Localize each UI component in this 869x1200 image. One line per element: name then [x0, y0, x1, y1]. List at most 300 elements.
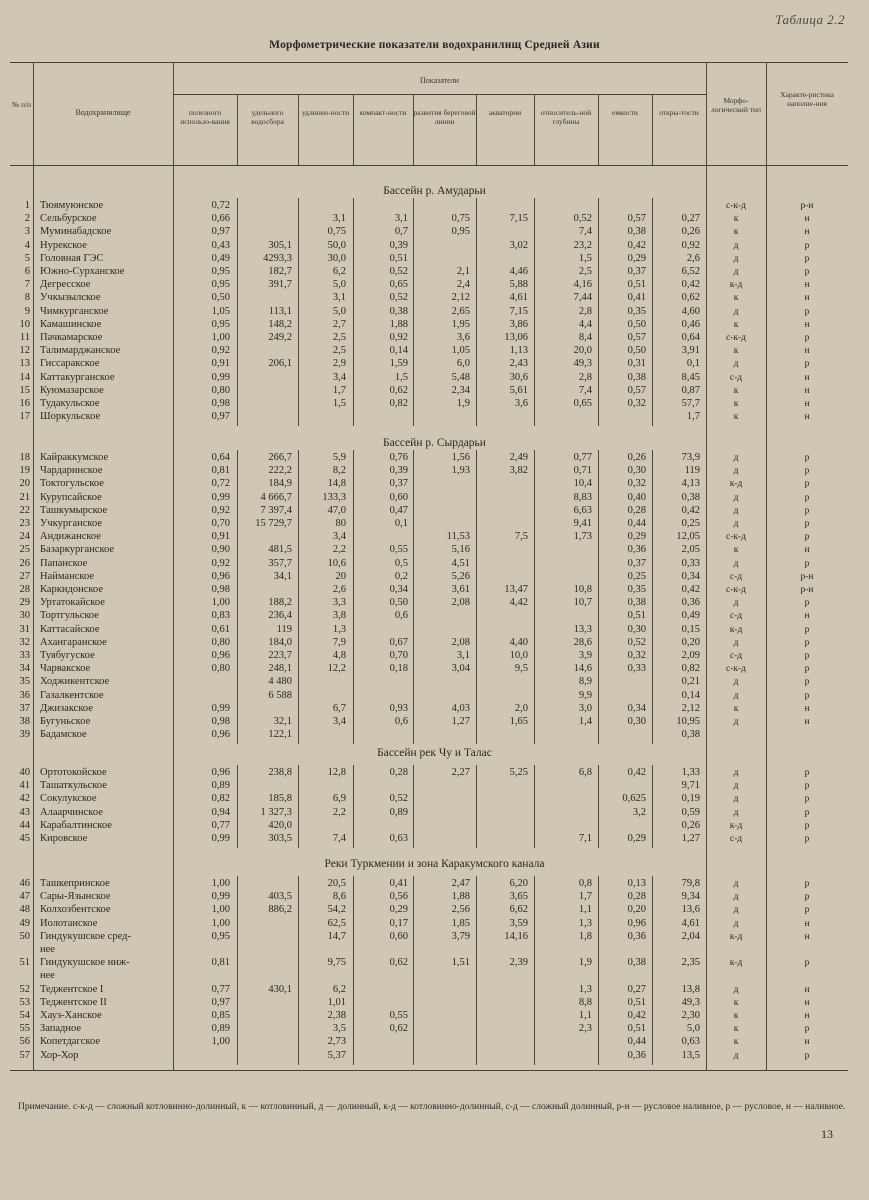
value-cell: 4 666,7	[260, 491, 292, 503]
morph-type: с-к-д	[726, 333, 746, 343]
section-title: Бассейн р. Амударьи	[383, 185, 486, 197]
value-cell: 2,5	[332, 332, 346, 343]
value-cell: 3,8	[332, 610, 346, 622]
fill-type: р	[804, 505, 810, 516]
table-row	[0, 637, 869, 650]
value-cell: 0,62	[681, 292, 700, 304]
value-cell: 0,62	[389, 384, 408, 396]
row-number: 6	[24, 266, 30, 277]
reservoir-name: Каттакурганское	[40, 371, 115, 383]
morph-type: к	[733, 1024, 739, 1035]
value-cell: 206,1	[268, 358, 292, 370]
reservoir-name: Камашинское	[40, 318, 102, 330]
value-cell: 0,31	[627, 358, 646, 370]
reservoir-name: нее	[40, 944, 55, 955]
value-cell: 0,8	[578, 878, 592, 889]
value-cell: 185,8	[268, 793, 292, 805]
value-cell: 0,25	[627, 570, 646, 582]
table-row	[0, 624, 869, 637]
reservoir-name: Найманское	[40, 570, 94, 582]
value-cell: 7,44	[573, 292, 592, 304]
value-cell: 0,18	[389, 663, 408, 675]
row-number: 45	[19, 833, 30, 844]
header-indicators: Показатели	[420, 76, 459, 85]
section-title: Реки Туркмении и зона Каракумского канала	[324, 858, 545, 870]
value-cell: 0,63	[681, 1036, 700, 1048]
table-row	[0, 767, 869, 780]
value-cell: 3,59	[509, 917, 528, 929]
value-cell: 1,27	[681, 833, 700, 844]
value-cell: 1,00	[211, 332, 230, 343]
value-cell: 5,26	[451, 570, 470, 582]
value-cell: 14,8	[327, 478, 346, 490]
value-cell: 12,05	[676, 531, 700, 543]
value-cell: 2,09	[681, 650, 700, 661]
value-cell: 0,30	[627, 623, 646, 635]
table-row	[0, 904, 869, 917]
value-cell: 1,3	[578, 983, 592, 995]
value-cell: 4 480	[268, 676, 292, 688]
value-cell: 0,42	[627, 1010, 646, 1021]
value-cell: 403,5	[268, 891, 292, 903]
morph-type: к-д	[729, 624, 743, 635]
fill-type: н	[804, 372, 810, 383]
reservoir-name: Газалкентское	[40, 689, 104, 701]
row-number: 3	[24, 226, 30, 238]
row-number: 19	[19, 465, 30, 477]
header-bottom-rule	[10, 165, 848, 166]
fill-type: н	[804, 997, 810, 1008]
value-cell: 8,8	[578, 996, 592, 1008]
reservoir-name: Бугуньское	[40, 716, 91, 727]
reservoir-name: Куюмазарское	[40, 384, 104, 396]
value-cell: 886,2	[268, 904, 292, 916]
value-cell: 8,4	[578, 332, 592, 343]
value-cell: 0,42	[681, 279, 700, 291]
morph-type: к	[733, 346, 739, 357]
value-cell: 0,96	[211, 729, 230, 741]
value-cell: 13,8	[681, 983, 700, 995]
value-cell: 0,55	[389, 1010, 408, 1021]
value-cell: 0,32	[627, 398, 646, 409]
value-cell: 0,6	[394, 716, 408, 727]
value-cell: 0,44	[627, 518, 646, 529]
reservoir-name: Копетдагское	[40, 1036, 101, 1048]
value-cell: 119	[276, 623, 292, 635]
value-cell: 13,5	[681, 1049, 700, 1061]
value-cell: 238,8	[268, 767, 292, 778]
value-cell: 0,92	[389, 332, 408, 343]
reservoir-name: Ахангаранское	[40, 636, 107, 648]
value-cell: 0,98	[211, 398, 230, 409]
value-cell: 3,1	[332, 213, 346, 225]
value-cell: 3,6	[456, 332, 470, 343]
value-cell: 303,5	[268, 833, 292, 844]
value-cell: 13,3	[573, 623, 592, 635]
reservoir-name: Сельбурское	[40, 213, 97, 225]
value-cell: 2,3	[578, 1023, 592, 1035]
row-number: 54	[19, 1010, 30, 1021]
row-number: 53	[19, 996, 30, 1008]
value-cell: 0,98	[211, 584, 230, 595]
value-cell: 0,92	[211, 345, 230, 357]
row-number: 30	[19, 610, 30, 622]
header-col-7: относитель-ной глубины	[540, 108, 592, 126]
value-cell: 0,70	[389, 650, 408, 661]
reservoir-name: Каттасайское	[40, 623, 100, 635]
row-number: 40	[19, 767, 30, 778]
value-cell: 0,50	[627, 345, 646, 357]
table-row	[0, 452, 869, 465]
value-cell: 3,1	[456, 650, 470, 661]
fill-type: р	[804, 794, 810, 805]
section-title: Бассейн рек Чу и Талас	[377, 747, 492, 759]
fill-type: н	[804, 1037, 810, 1048]
value-cell: 2,8	[578, 305, 592, 317]
value-cell: 4,61	[681, 917, 700, 929]
value-cell: 1,7	[332, 384, 346, 396]
fill-type: р	[804, 253, 810, 264]
table-row	[0, 997, 869, 1010]
fill-type: н	[804, 399, 810, 409]
reservoir-name: Алаарчинское	[40, 806, 103, 818]
value-cell: 0,52	[389, 292, 408, 304]
table-row	[0, 411, 869, 424]
value-cell: 2,7	[332, 318, 346, 330]
morph-type: к	[733, 385, 739, 396]
value-cell: 10,8	[573, 584, 592, 595]
fill-type: р	[804, 359, 810, 370]
value-cell: 0,35	[627, 584, 646, 595]
value-cell: 0,26	[627, 452, 646, 463]
table-row	[0, 465, 869, 478]
value-cell: 3,79	[451, 930, 470, 942]
fill-type: н	[804, 346, 810, 357]
value-cell: 3,61	[451, 584, 470, 595]
value-cell: 0,92	[211, 557, 230, 569]
value-cell: 0,19	[681, 793, 700, 805]
morph-type: к-д	[729, 820, 743, 831]
table-row	[0, 332, 869, 345]
value-cell: 4,60	[681, 305, 700, 317]
morph-type: с-д	[729, 834, 743, 844]
fill-type: н	[804, 227, 810, 238]
reservoir-name: Ташкумырское	[40, 504, 108, 516]
table-row	[0, 558, 869, 571]
table-row	[0, 610, 869, 623]
value-cell: 430,1	[268, 983, 292, 995]
table-row	[0, 970, 869, 983]
value-cell: 0,43	[211, 239, 230, 251]
row-number: 20	[19, 478, 30, 490]
fill-type: р	[804, 492, 810, 503]
reservoir-name: Курупсайское	[40, 491, 102, 503]
row-number: 26	[19, 557, 30, 569]
value-cell: 1,3	[332, 623, 346, 635]
fill-type: р	[804, 624, 810, 635]
reservoir-name: Нурекское	[40, 239, 87, 251]
value-cell: 0,32	[627, 650, 646, 661]
value-cell: 1,88	[389, 318, 408, 330]
value-cell: 1,1	[578, 1010, 592, 1021]
col-divider	[298, 94, 299, 165]
table-row	[0, 571, 869, 584]
reservoir-name: Пачкамарское	[40, 332, 103, 343]
fill-type: н	[804, 717, 810, 727]
row-number: 28	[19, 584, 30, 595]
reservoir-name: Кировское	[40, 833, 88, 844]
value-cell: 0,27	[627, 983, 646, 995]
fill-type: р	[804, 768, 810, 778]
value-cell: 0,80	[211, 384, 230, 396]
morph-type: д	[733, 1050, 739, 1061]
row-number: 21	[19, 491, 30, 503]
value-cell: 0,36	[627, 1049, 646, 1061]
row-number: 39	[19, 729, 30, 741]
value-cell: 0,5	[394, 557, 408, 569]
value-cell: 1,88	[451, 891, 470, 903]
value-cell: 0,96	[627, 917, 646, 929]
row-number: 29	[19, 597, 30, 609]
morph-type: с-д	[729, 571, 743, 582]
fill-type: р	[804, 892, 810, 903]
value-cell: 0,30	[627, 716, 646, 727]
value-cell: 248,1	[268, 663, 292, 675]
morph-type: д	[733, 240, 739, 251]
value-cell: 0,97	[211, 411, 230, 423]
value-cell: 3,6	[514, 398, 528, 409]
row-number: 31	[19, 623, 30, 635]
value-cell: 0,89	[211, 1023, 230, 1035]
value-cell: 0,95	[211, 266, 230, 277]
value-cell: 0,51	[627, 279, 646, 291]
table-row	[0, 345, 869, 358]
reservoir-name: Уртатокайское	[40, 597, 105, 609]
value-cell: 2,08	[451, 597, 470, 609]
value-cell: 1,5	[332, 398, 346, 409]
morph-type: д	[733, 558, 739, 569]
value-cell: 0,29	[627, 252, 646, 264]
value-cell: 2,2	[332, 544, 346, 556]
row-number: 50	[19, 930, 30, 942]
morph-type: к	[733, 997, 739, 1008]
value-cell: 0,96	[211, 767, 230, 778]
value-cell: 10,6	[327, 557, 346, 569]
fill-type: р	[804, 333, 810, 343]
value-cell: 14,16	[504, 930, 528, 942]
value-cell: 1,73	[573, 531, 592, 543]
row-number: 10	[19, 318, 30, 330]
value-cell: 0,29	[627, 833, 646, 844]
value-cell: 5,25	[509, 767, 528, 778]
value-cell: 1,7	[686, 411, 700, 423]
reservoir-name: Хор-Хор	[40, 1049, 79, 1061]
value-cell: 9,71	[681, 780, 700, 792]
value-cell: 0,20	[681, 636, 700, 648]
value-cell: 0,38	[627, 226, 646, 238]
value-cell: 0,29	[627, 531, 646, 543]
value-cell: 7,5	[514, 531, 528, 543]
morph-type: д	[733, 905, 739, 916]
value-cell: 2,65	[451, 305, 470, 317]
table-row	[0, 984, 869, 997]
value-cell: 0,49	[211, 252, 230, 264]
value-cell: 49,3	[573, 358, 592, 370]
morph-type: д	[733, 466, 739, 477]
header-col-5: развития береговой линии	[413, 108, 476, 126]
value-cell: 0,65	[573, 398, 592, 409]
value-cell: 0,38	[681, 491, 700, 503]
reservoir-name: Учкурганское	[40, 518, 103, 529]
morph-type: д	[733, 253, 739, 264]
table-row	[0, 716, 869, 729]
table-row	[0, 253, 869, 266]
reservoir-name: Папанское	[40, 557, 88, 569]
table-row	[0, 957, 869, 970]
header-col-1: полезного использо-вания	[180, 108, 230, 126]
value-cell: 3,2	[632, 806, 646, 818]
value-cell: 5,48	[451, 371, 470, 383]
value-cell: 2,47	[451, 878, 470, 889]
value-cell: 2,38	[327, 1010, 346, 1021]
header-col-8: емкости	[612, 108, 638, 117]
fill-type: р	[804, 781, 810, 792]
row-number: 52	[19, 983, 30, 995]
reservoir-name: Чардаринское	[40, 465, 103, 477]
value-cell: 5,88	[509, 279, 528, 291]
reservoir-name: нее	[40, 970, 55, 982]
fill-type: р	[804, 466, 810, 477]
morph-type: д	[733, 807, 739, 818]
value-cell: 2,8	[578, 371, 592, 383]
reservoir-name: Гиссаракское	[40, 358, 100, 370]
value-cell: 28,6	[573, 636, 592, 648]
reservoir-name: Иолотанское	[40, 917, 98, 929]
reservoir-name: Каркидонское	[40, 584, 103, 595]
morph-type: с-к-д	[726, 532, 746, 543]
value-cell: 0,2	[394, 570, 408, 582]
value-cell: 7,15	[509, 213, 528, 225]
value-cell: 3,04	[451, 663, 470, 675]
indicators-rule	[173, 94, 706, 95]
reservoir-name: Сары-Язынское	[40, 891, 111, 903]
value-cell: 0,38	[627, 371, 646, 383]
row-number: 24	[19, 531, 30, 543]
value-cell: 0,94	[211, 806, 230, 818]
value-cell: 1,51	[451, 957, 470, 969]
value-cell: 0,42	[627, 239, 646, 251]
value-cell: 0,41	[389, 878, 408, 889]
fill-type: н	[804, 918, 810, 929]
value-cell: 113,1	[268, 305, 292, 317]
value-cell: 1,59	[389, 358, 408, 370]
table-row	[0, 226, 869, 239]
value-cell: 79,8	[681, 878, 700, 889]
value-cell: 0,35	[627, 305, 646, 317]
value-cell: 0,76	[389, 452, 408, 463]
value-cell: 30,0	[327, 252, 346, 264]
morph-type: д	[733, 892, 739, 903]
value-cell: 1,00	[211, 1036, 230, 1048]
value-cell: 2,12	[451, 292, 470, 304]
value-cell: 0,39	[389, 465, 408, 477]
value-cell: 13,6	[681, 904, 700, 916]
fill-type: р	[804, 677, 810, 688]
value-cell: 4,8	[332, 650, 346, 661]
value-cell: 0,38	[627, 597, 646, 609]
value-cell: 5,0	[332, 279, 346, 291]
value-cell: 5,16	[451, 544, 470, 556]
value-cell: 1,1	[578, 904, 592, 916]
row-number: 22	[19, 504, 30, 516]
reservoir-name: Учкызылское	[40, 292, 101, 304]
value-cell: 1,33	[681, 767, 700, 778]
value-cell: 0,51	[627, 1023, 646, 1035]
row-number: 16	[19, 398, 30, 409]
value-cell: 4,4	[578, 318, 592, 330]
value-cell: 30,6	[509, 371, 528, 383]
row-number: 46	[19, 878, 30, 889]
row-number: 44	[19, 819, 30, 831]
value-cell: 12,8	[327, 767, 346, 778]
value-cell: 184,0	[268, 636, 292, 648]
table-row	[0, 518, 869, 531]
table-row	[0, 690, 869, 703]
table-row	[0, 200, 869, 213]
value-cell: 0,89	[389, 806, 408, 818]
value-cell: 80	[335, 518, 346, 529]
row-number: 56	[19, 1036, 30, 1048]
table-row	[0, 729, 869, 742]
table-row	[0, 319, 869, 332]
table-row	[0, 372, 869, 385]
value-cell: 0,89	[211, 780, 230, 792]
value-cell: 0,59	[681, 806, 700, 818]
reservoir-name: Туябугуское	[40, 650, 95, 661]
reservoir-name: Колхозбентское	[40, 904, 111, 916]
morph-type: с-к-д	[726, 664, 746, 675]
value-cell: 0,38	[389, 305, 408, 317]
table-row	[0, 240, 869, 253]
value-cell: 0,64	[681, 332, 700, 343]
fill-type: н	[804, 385, 810, 396]
col-divider	[476, 94, 477, 165]
reservoir-name: Чимкурганское	[40, 305, 109, 317]
value-cell: 0,37	[389, 478, 408, 490]
table-row	[0, 306, 869, 319]
table-row	[0, 1036, 869, 1049]
value-cell: 3,0	[578, 702, 592, 714]
morph-type: д	[733, 781, 739, 792]
value-cell: 10,0	[509, 650, 528, 661]
value-cell: 1,56	[451, 452, 470, 463]
value-cell: 3,4	[332, 531, 346, 543]
reservoir-name: Тудакульское	[40, 398, 100, 409]
value-cell: 1,7	[578, 891, 592, 903]
reservoir-name: Ташаткульское	[40, 780, 107, 792]
value-cell: 0,77	[211, 983, 230, 995]
table-top-rule	[10, 62, 848, 63]
morph-type: д	[733, 492, 739, 503]
value-cell: 0,56	[389, 891, 408, 903]
fill-type: р	[804, 598, 810, 609]
value-cell: 0,64	[211, 452, 230, 463]
reservoir-name: Гиндукушское ниж-	[40, 957, 130, 969]
value-cell: 1,00	[211, 904, 230, 916]
table-row	[0, 891, 869, 904]
value-cell: 62,5	[327, 917, 346, 929]
value-cell: 7,9	[332, 636, 346, 648]
